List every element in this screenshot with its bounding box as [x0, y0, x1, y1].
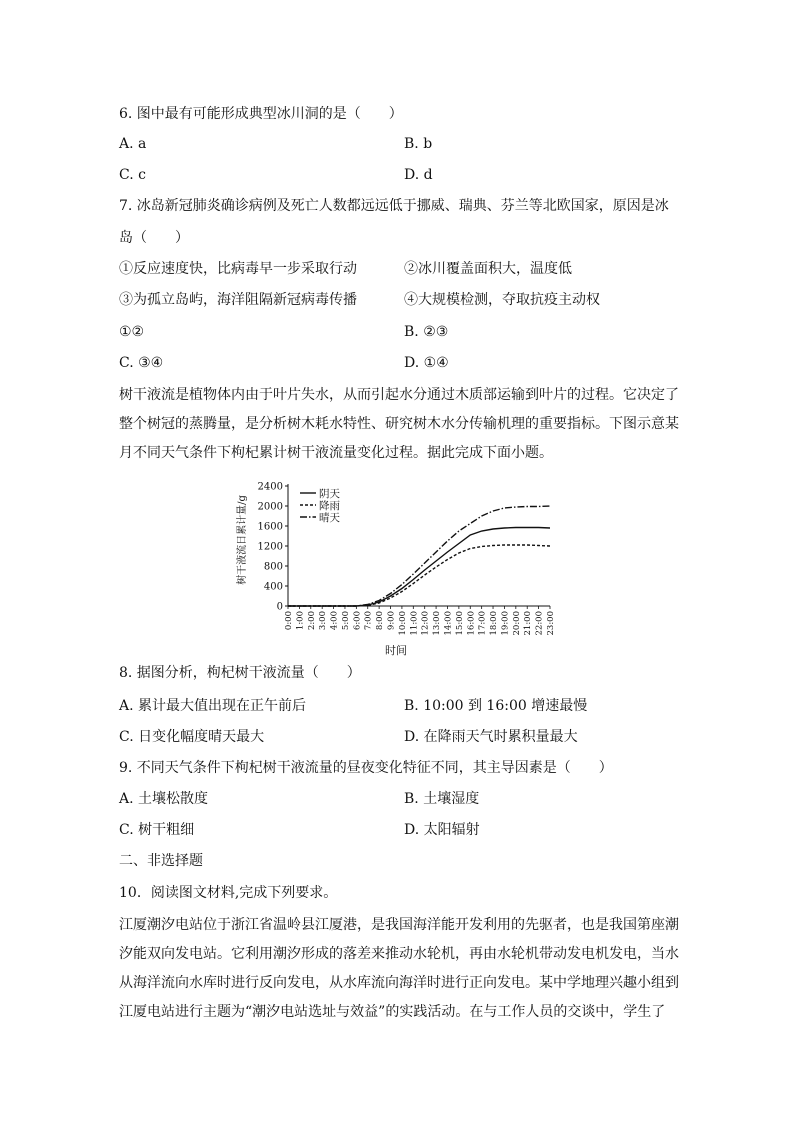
x-tick-label: 22:00 — [534, 611, 545, 636]
x-tick-label: 16:00 — [466, 611, 477, 636]
x-tick-label: 9:00 — [386, 611, 397, 631]
x-tick-label: 8:00 — [375, 611, 386, 631]
x-tick-label: 23:00 — [546, 611, 556, 636]
legend-label: 阴天 — [319, 488, 340, 500]
q10-material-line: 江厦潮汐电站位于浙江省温岭县江厦港，是我国海洋能开发利用的先驱者，也是我国第座潮 — [119, 917, 679, 933]
legend-label: 晴天 — [319, 512, 340, 524]
x-tick-label: 20:00 — [511, 611, 522, 636]
q9-option-c: C. 树干粗细 — [119, 822, 195, 838]
x-tick-label: 12:00 — [420, 611, 431, 636]
y-tick-label: 800 — [263, 561, 283, 573]
q7-statement-4: ④大规模检测，夺取抗疫主动权 — [404, 292, 600, 308]
q10-material-line: 江厦电站进行主题为“潮汐电站选址与效益”的实践活动。在与工作人员的交谈中，学生了 — [119, 1004, 666, 1020]
x-tick-label: 14:00 — [443, 611, 454, 636]
x-tick-label: 4:00 — [329, 611, 340, 631]
x-tick-label: 3:00 — [318, 611, 329, 631]
q7-statement-2: ②冰川覆盖面积大，温度低 — [404, 261, 572, 277]
q8-option-b: B. 10:00 到 16:00 增速最慢 — [404, 698, 588, 714]
q7-option-b: B. ②③ — [404, 324, 449, 340]
x-tick-label: 15:00 — [454, 611, 465, 636]
q7-stem-line1: 7. 冰岛新冠肺炎确诊病例及死亡人数都远远低于挪威、瑞典、芬兰等北欧国家，原因是冰 — [119, 198, 669, 214]
q7-option-c: C. ③④ — [119, 355, 164, 371]
x-tick-label: 17:00 — [477, 611, 488, 636]
x-tick-label: 21:00 — [523, 611, 534, 636]
chart-xlabel: 时间 — [385, 644, 407, 657]
y-tick-label: 2400 — [257, 482, 283, 493]
material1-line: 整个树冠的蒸腾量，是分析树木耗水特性、研究树木水分传输机理的重要指标。下图示意某 — [119, 416, 679, 432]
y-tick-label: 0 — [276, 601, 283, 613]
q6-option-a: A. a — [119, 136, 147, 152]
x-tick-label: 13:00 — [432, 611, 443, 636]
q9-option-d: D. 太阳辐射 — [404, 822, 480, 838]
q9-stem: 9. 不同天气条件下枸杞树干液流量的昼夜变化特征不同，其主导因素是（ ） — [119, 760, 613, 776]
q7-statement-3: ③为孤立岛屿，海洋阻隔新冠病毒传播 — [119, 292, 357, 308]
q9-option-a: A. 土壤松散度 — [119, 791, 209, 807]
q6-stem: 6. 图中最有可能形成典型冰川洞的是（ ） — [119, 106, 403, 122]
x-tick-label: 0:00 — [284, 611, 294, 631]
material1-line: 月不同天气条件下枸杞累计树干液流量变化过程。据此完成下面小题。 — [119, 445, 553, 461]
x-tick-label: 19:00 — [500, 611, 511, 636]
x-tick-label: 10:00 — [397, 611, 408, 636]
section-title: 二、非选择题 — [119, 853, 203, 869]
q6-option-d: D. d — [404, 167, 433, 183]
y-tick-label: 1600 — [257, 521, 283, 533]
y-tick-label: 2000 — [257, 501, 283, 513]
q8-option-c: C. 日变化幅度晴天最大 — [119, 729, 265, 745]
q8-option-d: D. 在降雨天气时累积量最大 — [404, 729, 578, 745]
q10-material-line: 汐能双向发电站。它利用潮汐形成的落差来推动水轮机，再由水轮机带动发电机发电，当水 — [119, 946, 679, 962]
q10-material-line: 从海洋流向水库时进行反向发电，从水库流向海洋时进行正向发电。某中学地理兴趣小组到 — [119, 975, 679, 991]
x-tick-label: 1:00 — [295, 611, 306, 631]
q6-option-c: C. c — [119, 167, 146, 183]
x-tick-label: 6:00 — [352, 611, 363, 631]
q7-option-d: D. ①④ — [404, 355, 449, 371]
q10-stem: 10．阅读图文材料,完成下列要求。 — [119, 885, 338, 901]
x-tick-label: 2:00 — [306, 611, 317, 631]
x-tick-label: 18:00 — [489, 611, 500, 636]
q7-option-a: ①② — [119, 324, 145, 340]
series-line-solid — [288, 528, 550, 607]
y-tick-label: 1200 — [257, 541, 283, 553]
q9-option-b: B. 土壤湿度 — [404, 791, 480, 807]
q7-statement-1: ①反应速度快，比病毒早一步采取行动 — [119, 261, 357, 277]
y-tick-label: 400 — [263, 581, 283, 593]
chart-ylabel: 树干液流日累计量/g — [237, 495, 248, 585]
q8-stem: 8. 据图分析，枸杞树干液流量（ ） — [119, 665, 361, 681]
x-tick-label: 11:00 — [409, 611, 420, 636]
material1-line: 树干液流是植物体内由于叶片失水，从而引起水分通过木质部运输到叶片的过程。它决定了 — [119, 387, 679, 403]
legend-label: 降雨 — [319, 500, 340, 512]
q7-stem-line2: 岛（ ） — [119, 230, 189, 246]
x-tick-label: 7:00 — [363, 611, 374, 631]
q6-option-b: B. b — [404, 136, 433, 152]
x-tick-label: 5:00 — [340, 611, 351, 631]
q8-option-a: A. 累计最大值出现在正午前后 — [119, 698, 307, 714]
sap-flow-chart — [232, 482, 562, 660]
